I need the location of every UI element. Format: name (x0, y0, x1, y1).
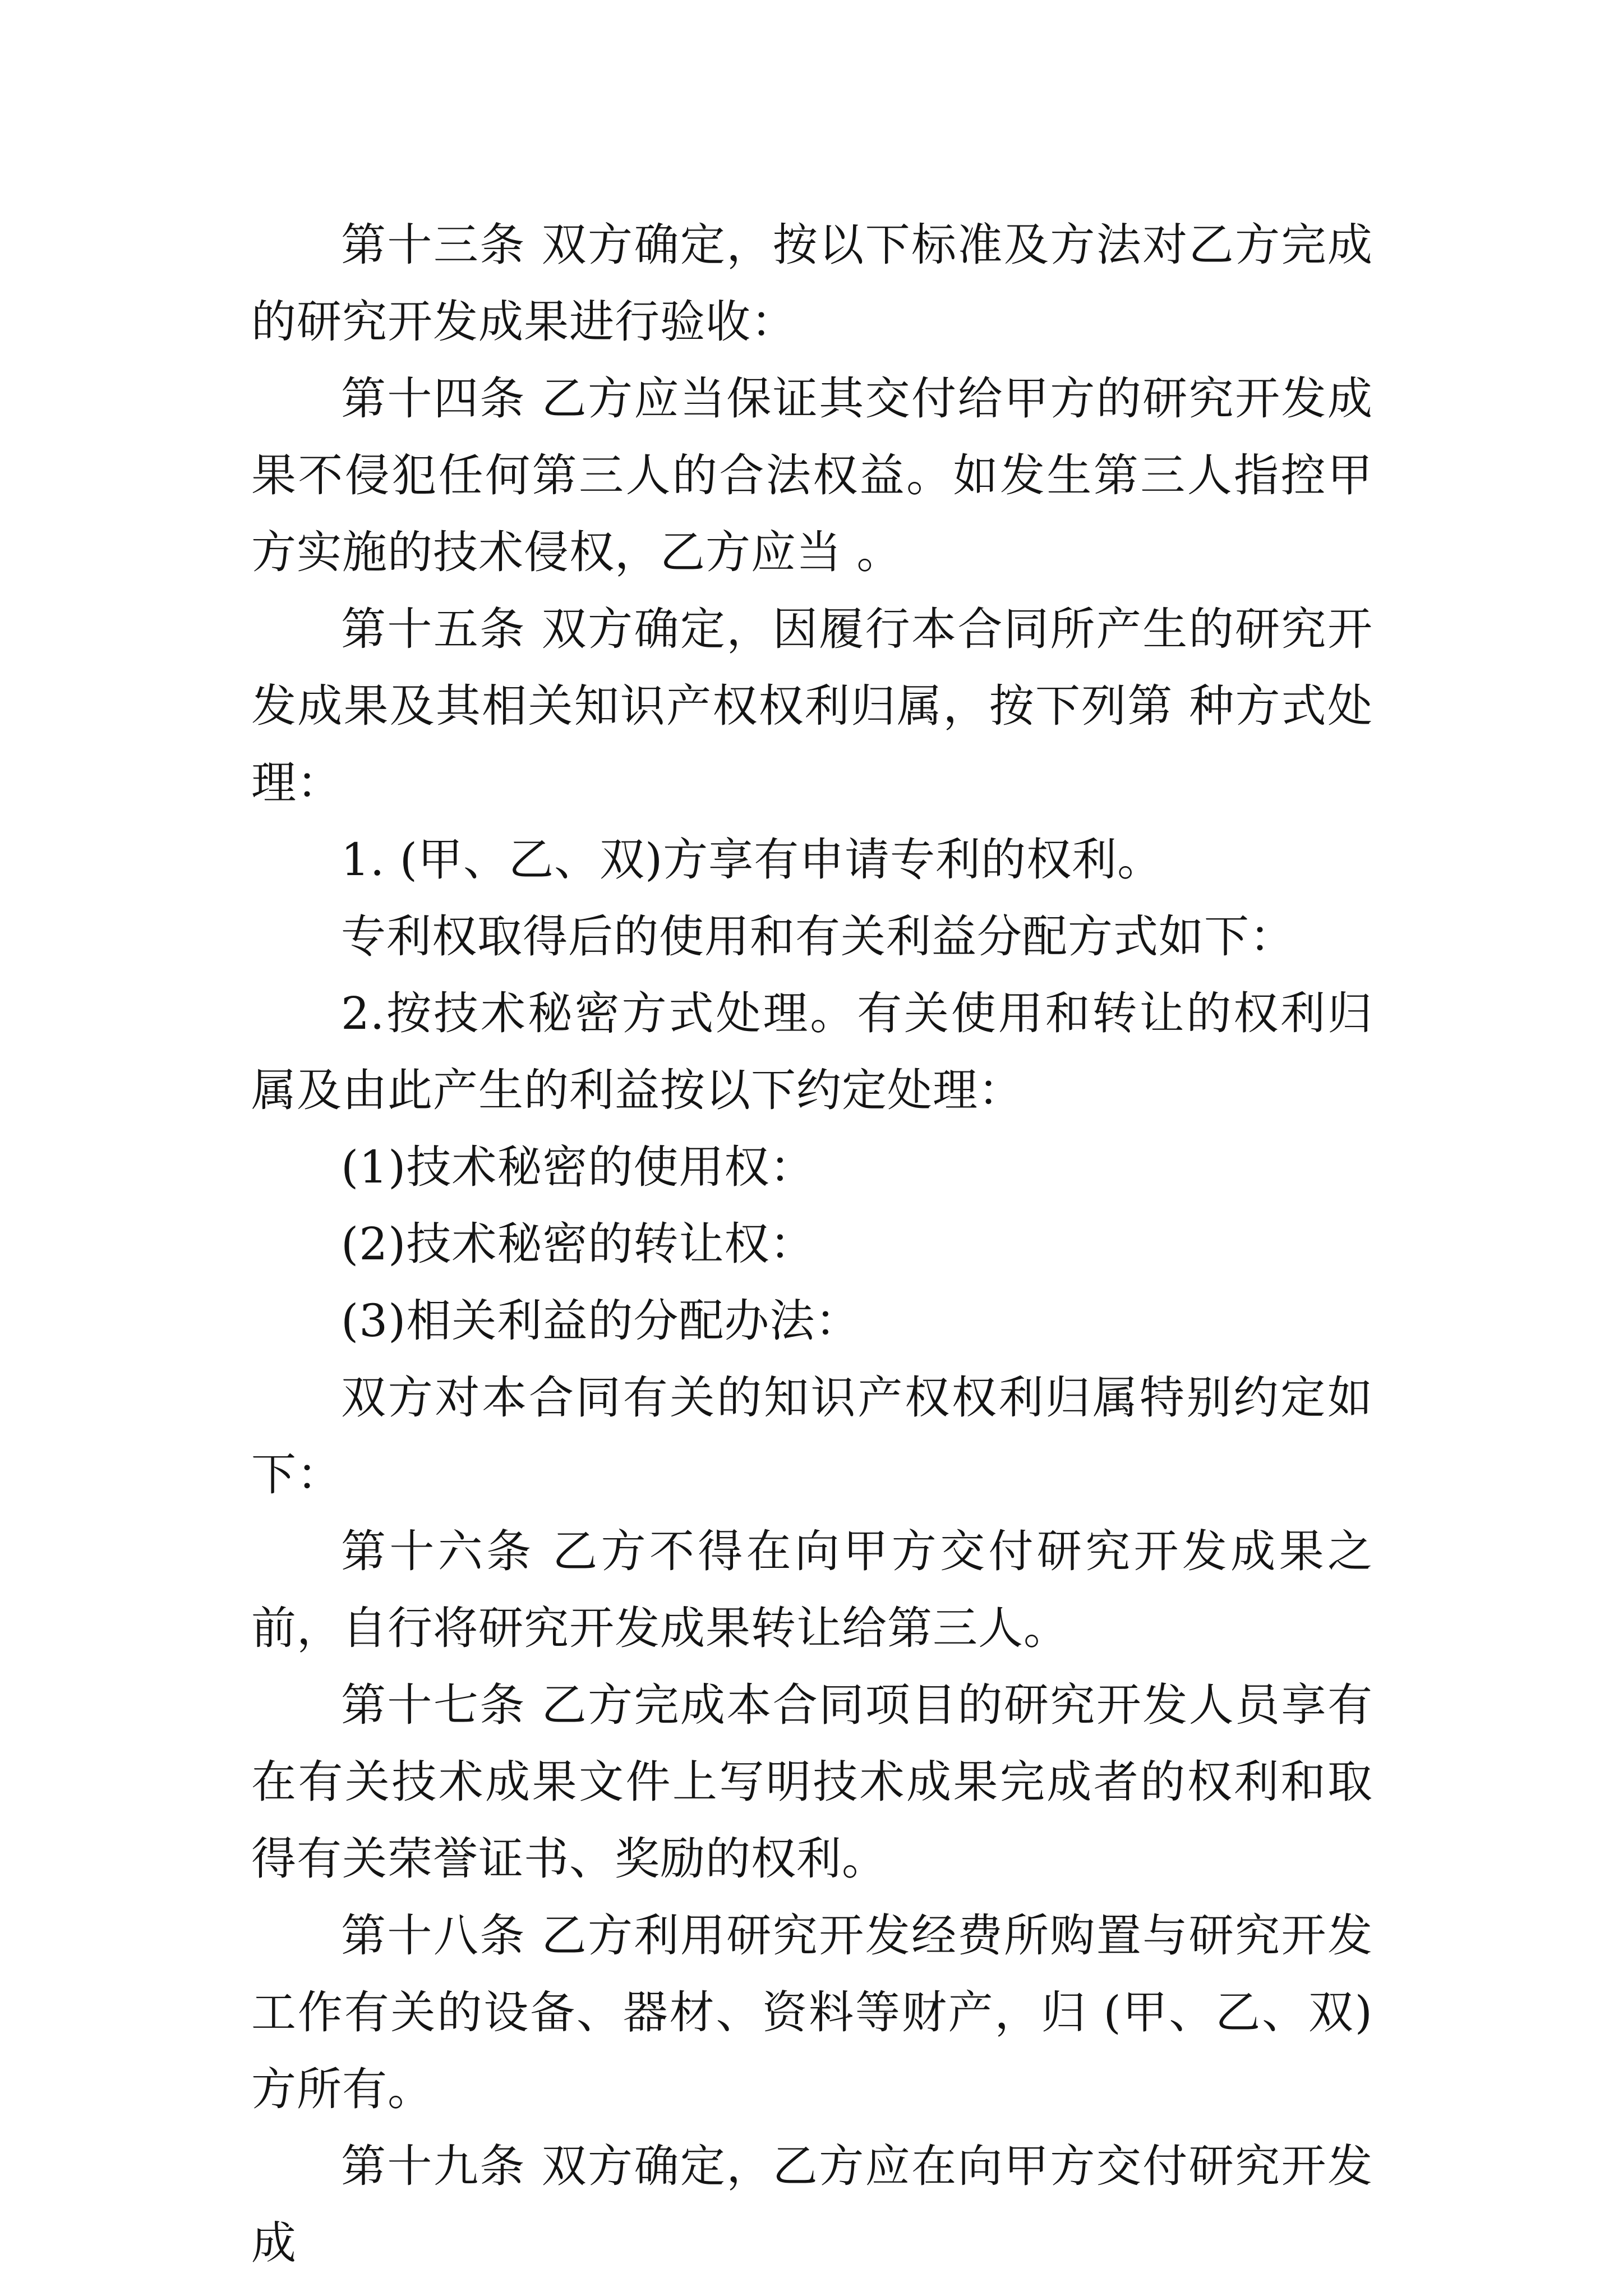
document-body (251, 206, 1373, 2281)
clause-19: 第十九条 双方确定，乙方应在向甲方交付研究开发成 (251, 2140, 1373, 2269)
clause-14: 第十四条 乙方应当保证其交付给甲方的研究开发成果不侵犯任何第三人的合法权益。如发生第三人指控甲方实施的技术侵权，乙方应当 。 (251, 372, 1373, 578)
clause-15-patent-usage: 专利权取得后的使用和有关利益分配方式如下： (341, 910, 1295, 963)
clause-15-item-3: (3)相关利益的分配办法： (341, 1295, 861, 1347)
clause-15: 第十五条 双方确定，因履行本合同所产生的研究开发成果及其相关知识产权权利归属，按下列第 种方式处理： (251, 603, 1373, 809)
clause-13: 第十三条 双方确定，按以下标准及方法对乙方完成的研究开发成果进行验收： (251, 219, 1373, 348)
clause-15-special-agreement: 双方对本合同有关的知识产权权利归属特别约定如下： (251, 1372, 1373, 1501)
clause-15-option-2: 2.按技术秘密方式处理。有关使用和转让的权利归属及由此产生的利益按以下约定处理： (251, 987, 1373, 1116)
clause-18: 第十八条 乙方利用研究开发经费所购置与研究开发工作有关的设备、器材、资料等财产，归 (甲、乙、双)方所有。 (251, 1910, 1373, 2115)
clause-17: 第十七条 乙方完成本合同项目的研究开发人员享有在有关技术成果文件上写明技术成果完成者的权利和取得有关荣誉证书、奖励的权利。 (251, 1679, 1373, 1885)
clause-16: 第十六条 乙方不得在向甲方交付研究开发成果之前，自行将研究开发成果转让给第三人。 (251, 1525, 1373, 1654)
clause-15-item-1: (1)技术秘密的使用权： (341, 1141, 815, 1193)
clause-15-option-1: 1. (甲、乙、双)方享有申请专利的权利。 (341, 834, 1163, 886)
clause-15-item-2: (2)技术秘密的转让权： (341, 1218, 815, 1270)
